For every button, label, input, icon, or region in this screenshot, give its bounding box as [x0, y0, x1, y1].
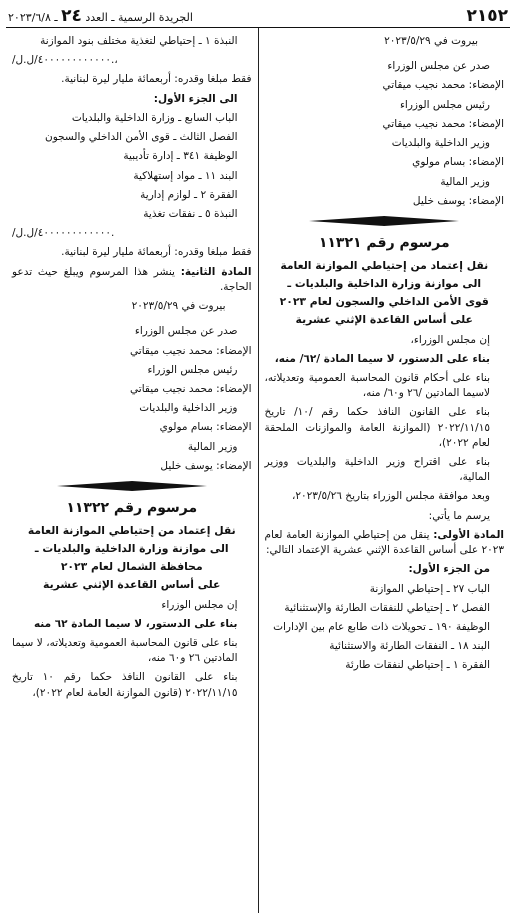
amount-words: فقط مبلغا وقدره: أربعمائة مليار ليرة لبنانية.	[61, 73, 252, 86]
budget-item: الفصل ٢ ـ إحتياطي للنفقات الطارئة والإستثنائية	[284, 601, 490, 614]
budget-item: الوظيفة ١٩٠ ـ تحويلات ذات طابع عام بين الإدارات	[273, 621, 490, 634]
sign-issuer: صدر عن مجلس الوزراء	[387, 60, 490, 73]
page-number: ٢١٥٢	[466, 6, 508, 27]
budget-item: البند ١١ ـ مواد إستهلاكية	[133, 169, 238, 182]
budget-item: الوظيفة ٣٤١ ـ إدارة تأديبية	[123, 150, 238, 163]
sign-name: الإمضاء: محمد نجيب ميقاتي	[130, 344, 252, 357]
part-heading: من الجزء الأول:	[408, 563, 490, 576]
sign-title: وزير المالية	[440, 175, 490, 188]
issue-date: ـ ٢٠٢٣/٦/٨	[8, 11, 58, 25]
basis-paragraph: بناء على القانون النافذ حكما رقم ١٠ تاريخ ٢٠٢٢/١١/١٥ (قانون الموازنة العامة لعام ٢٠٢٢)،	[12, 671, 238, 699]
budget-item: الفقرة ٢ ـ لوازم إدارية	[140, 188, 238, 201]
sign-title: وزير الداخلية والبلديات	[139, 402, 238, 415]
sign-title: وزير المالية	[187, 440, 238, 453]
columns	[6, 28, 510, 913]
budget-item: الفقرة ١ ـ إحتياطي لنفقات طارئة	[345, 659, 490, 672]
amount: /٤٠٠٠٠٠٠٠٠٠٠٠٠/ل.ل.	[12, 227, 115, 240]
basis-paragraph: وبعد موافقة مجلس الوزراء بتاريخ ٢٠٢٣/٥/٢٦،	[292, 490, 490, 503]
sign-issuer: صدر عن مجلس الوزراء	[134, 325, 238, 338]
sign-name: الإمضاء: يوسف خليل	[412, 194, 504, 207]
issue-number: ٢٤	[61, 6, 82, 27]
decree-subject: نقل إعتماد من إحتياطي الموازنة العامة الى موازنة وزارة الداخلية والبلديات ـ قوى الأمن الداخلي والسجون لعام ٢٠٢٣ على أساس القاعدة الإثني عشرية	[279, 259, 489, 326]
section-ornament	[265, 215, 505, 227]
journal-name: الجريدة الرسمية ـ العدد	[85, 11, 193, 25]
sign-name: الإمضاء: يوسف خليل	[160, 459, 252, 472]
decree-formula: يرسم ما يأتي:	[428, 509, 490, 522]
section-ornament	[12, 480, 252, 492]
sign-title: وزير الداخلية والبلديات	[391, 137, 490, 150]
budget-item: الباب السابع ـ وزارة الداخلية والبلديات	[71, 111, 238, 124]
council-line: إن مجلس الوزراء،	[410, 333, 490, 346]
budget-item: النبذة ١ ـ إحتياطي لتغذية مختلف بنود الموازنة	[40, 35, 238, 47]
budget-item: الباب ٢٧ ـ إحتياطي الموازنة	[369, 582, 490, 595]
article-1	[265, 528, 505, 558]
article-label: المادة الأولى:	[433, 528, 504, 541]
basis-paragraph: بناء على الدستور، لا سيما المادة ٦٢ منه	[33, 617, 238, 630]
page-header	[6, 6, 510, 28]
basis-paragraph: بناء على أحكام قانون المحاسبة العمومية وتعديلاته، لاسيما المادتين /٢٦ و٦٠/ منه،	[264, 371, 490, 400]
right-column	[259, 28, 511, 913]
decree-subject: نقل إعتماد من إحتياطي الموازنة العامة الى موازنة وزارة الداخلية والبلديات ـ محافظة الشمال لعام ٢٠٢٣ على أساس القاعدة الإثني عشرية	[27, 524, 236, 591]
basis-paragraph: بناء على قانون المحاسبة العمومية وتعديلاته، لا سيما المادتين ٢٦ و٦٠ منه،	[12, 637, 238, 665]
article-text: ينشر هذا المرسوم ويبلغ حيث تدعو الحاجة.	[12, 265, 252, 293]
left-column	[6, 28, 258, 913]
column-divider	[258, 28, 259, 913]
issue-info	[8, 4, 193, 29]
sign-date: بيروت في ٢٠٢٣/٥/٢٩	[384, 35, 478, 47]
budget-item: النبذة ٥ ـ نفقات تغذية	[143, 207, 238, 220]
budget-item: الفصل الثالث ـ قوى الأمن الداخلي والسجون	[45, 131, 238, 144]
sign-date: بيروت في ٢٠٢٣/٥/٢٩	[131, 300, 226, 313]
basis-paragraph: بناء على القانون النافذ حكما رقم /١٠/ تاريخ ٢٠٢٢/١١/١٥ (الموازنة العامة والموازنات الملحقة لعام ٢٠٢٢)،	[264, 406, 490, 449]
article-2	[12, 265, 252, 295]
article-label: المادة الثانية:	[180, 265, 252, 278]
part-heading: الى الجزء الأول:	[153, 92, 238, 105]
sign-title: رئيس مجلس الوزراء	[147, 363, 238, 376]
sign-name: الإمضاء: محمد نجيب ميقاتي	[130, 382, 252, 395]
sign-name: الإمضاء: محمد نجيب ميقاتي	[382, 79, 504, 92]
article-text: ينقل من إحتياطي الموازنة العامة لعام ٢٠٢٣ على أساس القاعدة الإثني عشرية الإعتماد التالي:	[264, 528, 504, 557]
basis-paragraph: بناء على اقتراح وزير الداخلية والبلديات ووزير المالية،	[264, 456, 490, 484]
sign-title: رئيس مجلس الوزراء	[399, 98, 490, 111]
amount-words: فقط مبلغا وقدره: أربعمائة مليار ليرة لبنانية.	[61, 246, 252, 259]
amount: /٤٠٠٠٠٠٠٠٠٠٠٠٠/ل.ل.،	[12, 54, 118, 67]
sign-name: الإمضاء: بسام مولوي	[412, 156, 504, 169]
sign-name: الإمضاء: بسام مولوي	[159, 421, 252, 434]
sign-name: الإمضاء: محمد نجيب ميقاتي	[382, 117, 504, 130]
decree-title: مرسوم رقم ١١٣٢٢	[66, 500, 198, 517]
decree-title: مرسوم رقم ١١٣٢١	[318, 234, 450, 251]
budget-item: البند ١٨ ـ النفقات الطارئة والاستثنائية	[329, 640, 490, 653]
council-line: إن مجلس الوزراء	[161, 598, 238, 611]
basis-paragraph: بناء على الدستور، لا سيما المادة /٦٢/ منه،	[274, 352, 490, 365]
